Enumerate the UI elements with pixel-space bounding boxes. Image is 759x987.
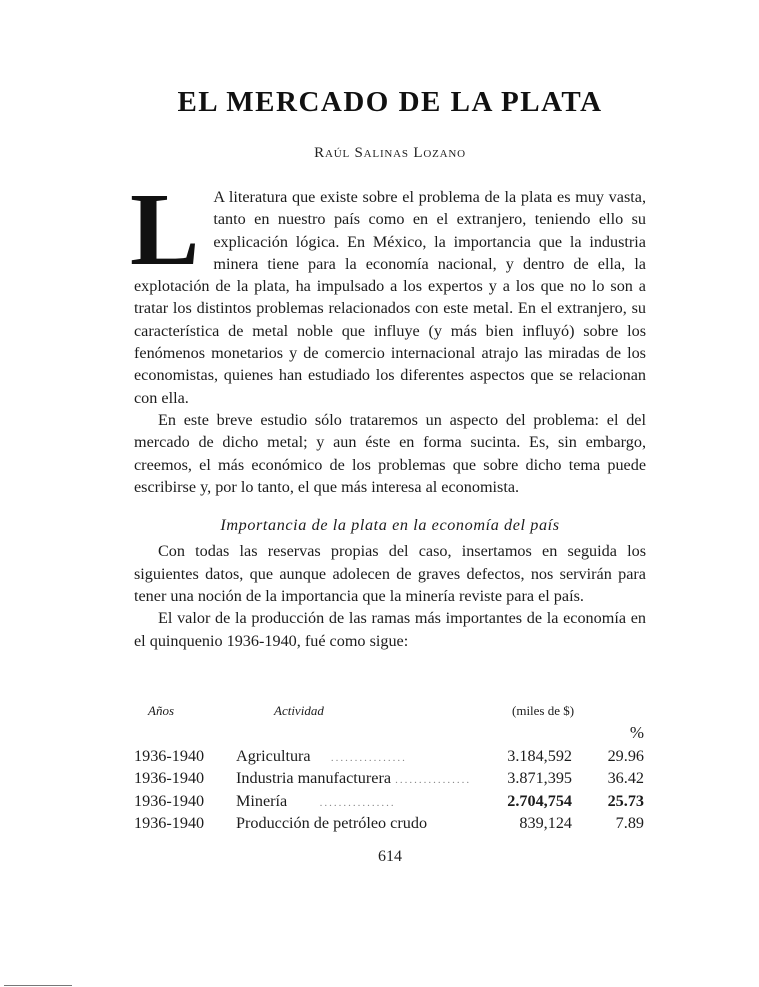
cell-years: 1936-1940: [134, 769, 205, 788]
production-table: [134, 703, 646, 834]
cell-percent: 29.96: [607, 747, 644, 765]
cell-activity: [236, 767, 472, 791]
cell-percent: 25.73: [607, 791, 644, 810]
paragraph-intro: [130, 172, 646, 409]
cell-value: 2.704,754: [507, 791, 572, 810]
activity-label: Industria manufacturera: [236, 769, 392, 788]
cell-percent: 36.42: [607, 769, 644, 788]
footer-rule: [4, 985, 72, 986]
cell-years: 1936-1940: [134, 791, 205, 810]
cell-years: 1936-1940: [134, 813, 205, 832]
table-row: [134, 790, 646, 812]
cell-activity: [236, 790, 472, 814]
paragraph-scope: En este breve estudio sólo trataremos un aspecto del problema: el del mercado de dicho metal; y aun éste en forma sucinta. Es, sin embargo, creemos, el más económico de los problemas que sobre dicho tema puede escribirse y, por lo tanto, el que más interesa al economista.: [134, 410, 646, 496]
section-heading: Importancia de la plata en la economía del país: [220, 516, 560, 535]
table-row: [134, 812, 646, 834]
paragraph-text: A literatura que existe sobre el problema de la plata es muy vasta, tanto en nuestro país como en el extranjero, teniendo ello su explicación lógica. En México, la importancia que la industria minera tiene para la economía nacional, y dentro de ella, la explotación de la plata, ha impulsado a los expertos y a los que no lo son a tratar los distintos problemas relacionados con este metal. En el extranjero, su característica de metal noble que influye (y más bien influyó) sobre los fenómenos monetarios y de comercio internacional atrajo las miradas de los economistas, quienes han estudiado los diferentes aspectos que se relacionan con ella.: [134, 188, 646, 407]
dot-leader: ................: [395, 774, 472, 787]
page-number: 614: [378, 848, 402, 865]
dot-leader: ................: [319, 796, 396, 809]
table-header: [134, 703, 646, 723]
cell-activity: [236, 745, 472, 769]
cell-activity: [236, 812, 472, 834]
cell-value: 3.184,592: [507, 747, 572, 765]
header-years: Años: [148, 703, 174, 718]
activity-label: Producción de petróleo crudo: [236, 813, 428, 832]
article-author: Raúl Salinas Lozano: [314, 145, 466, 161]
header-percent: %: [629, 723, 644, 742]
header-units: (miles de $): [512, 703, 575, 718]
paragraph-production-value: El valor de la producción de las ramas más importantes de la economía en el quinquenio 1936-1940, fué como sigue:: [134, 609, 646, 650]
table-header-percent-row: [134, 723, 646, 745]
cell-value: 3.871,395: [507, 769, 572, 788]
activity-label: Minería: [236, 791, 288, 810]
dropcap-letter: L: [130, 172, 200, 287]
cell-years: 1936-1940: [134, 747, 205, 765]
activity-label: Agricultura: [236, 747, 311, 765]
paragraph-data-intro: Con todas las reservas propias del caso, insertamos en seguida los siguientes datos, que aunque adolecen de graves defectos, nos servirán para tener una noción de la importancia que la minería reviste para el país.: [134, 542, 646, 606]
article-title: EL MERCADO DE LA PLATA: [177, 86, 603, 118]
table-row: [134, 745, 646, 767]
article-body: [130, 172, 646, 652]
dot-leader: ................: [330, 752, 407, 764]
cell-value: 839,124: [519, 813, 572, 832]
table-row: [134, 767, 646, 789]
cell-percent: 7.89: [615, 813, 644, 832]
header-activity: Actividad: [274, 703, 324, 718]
